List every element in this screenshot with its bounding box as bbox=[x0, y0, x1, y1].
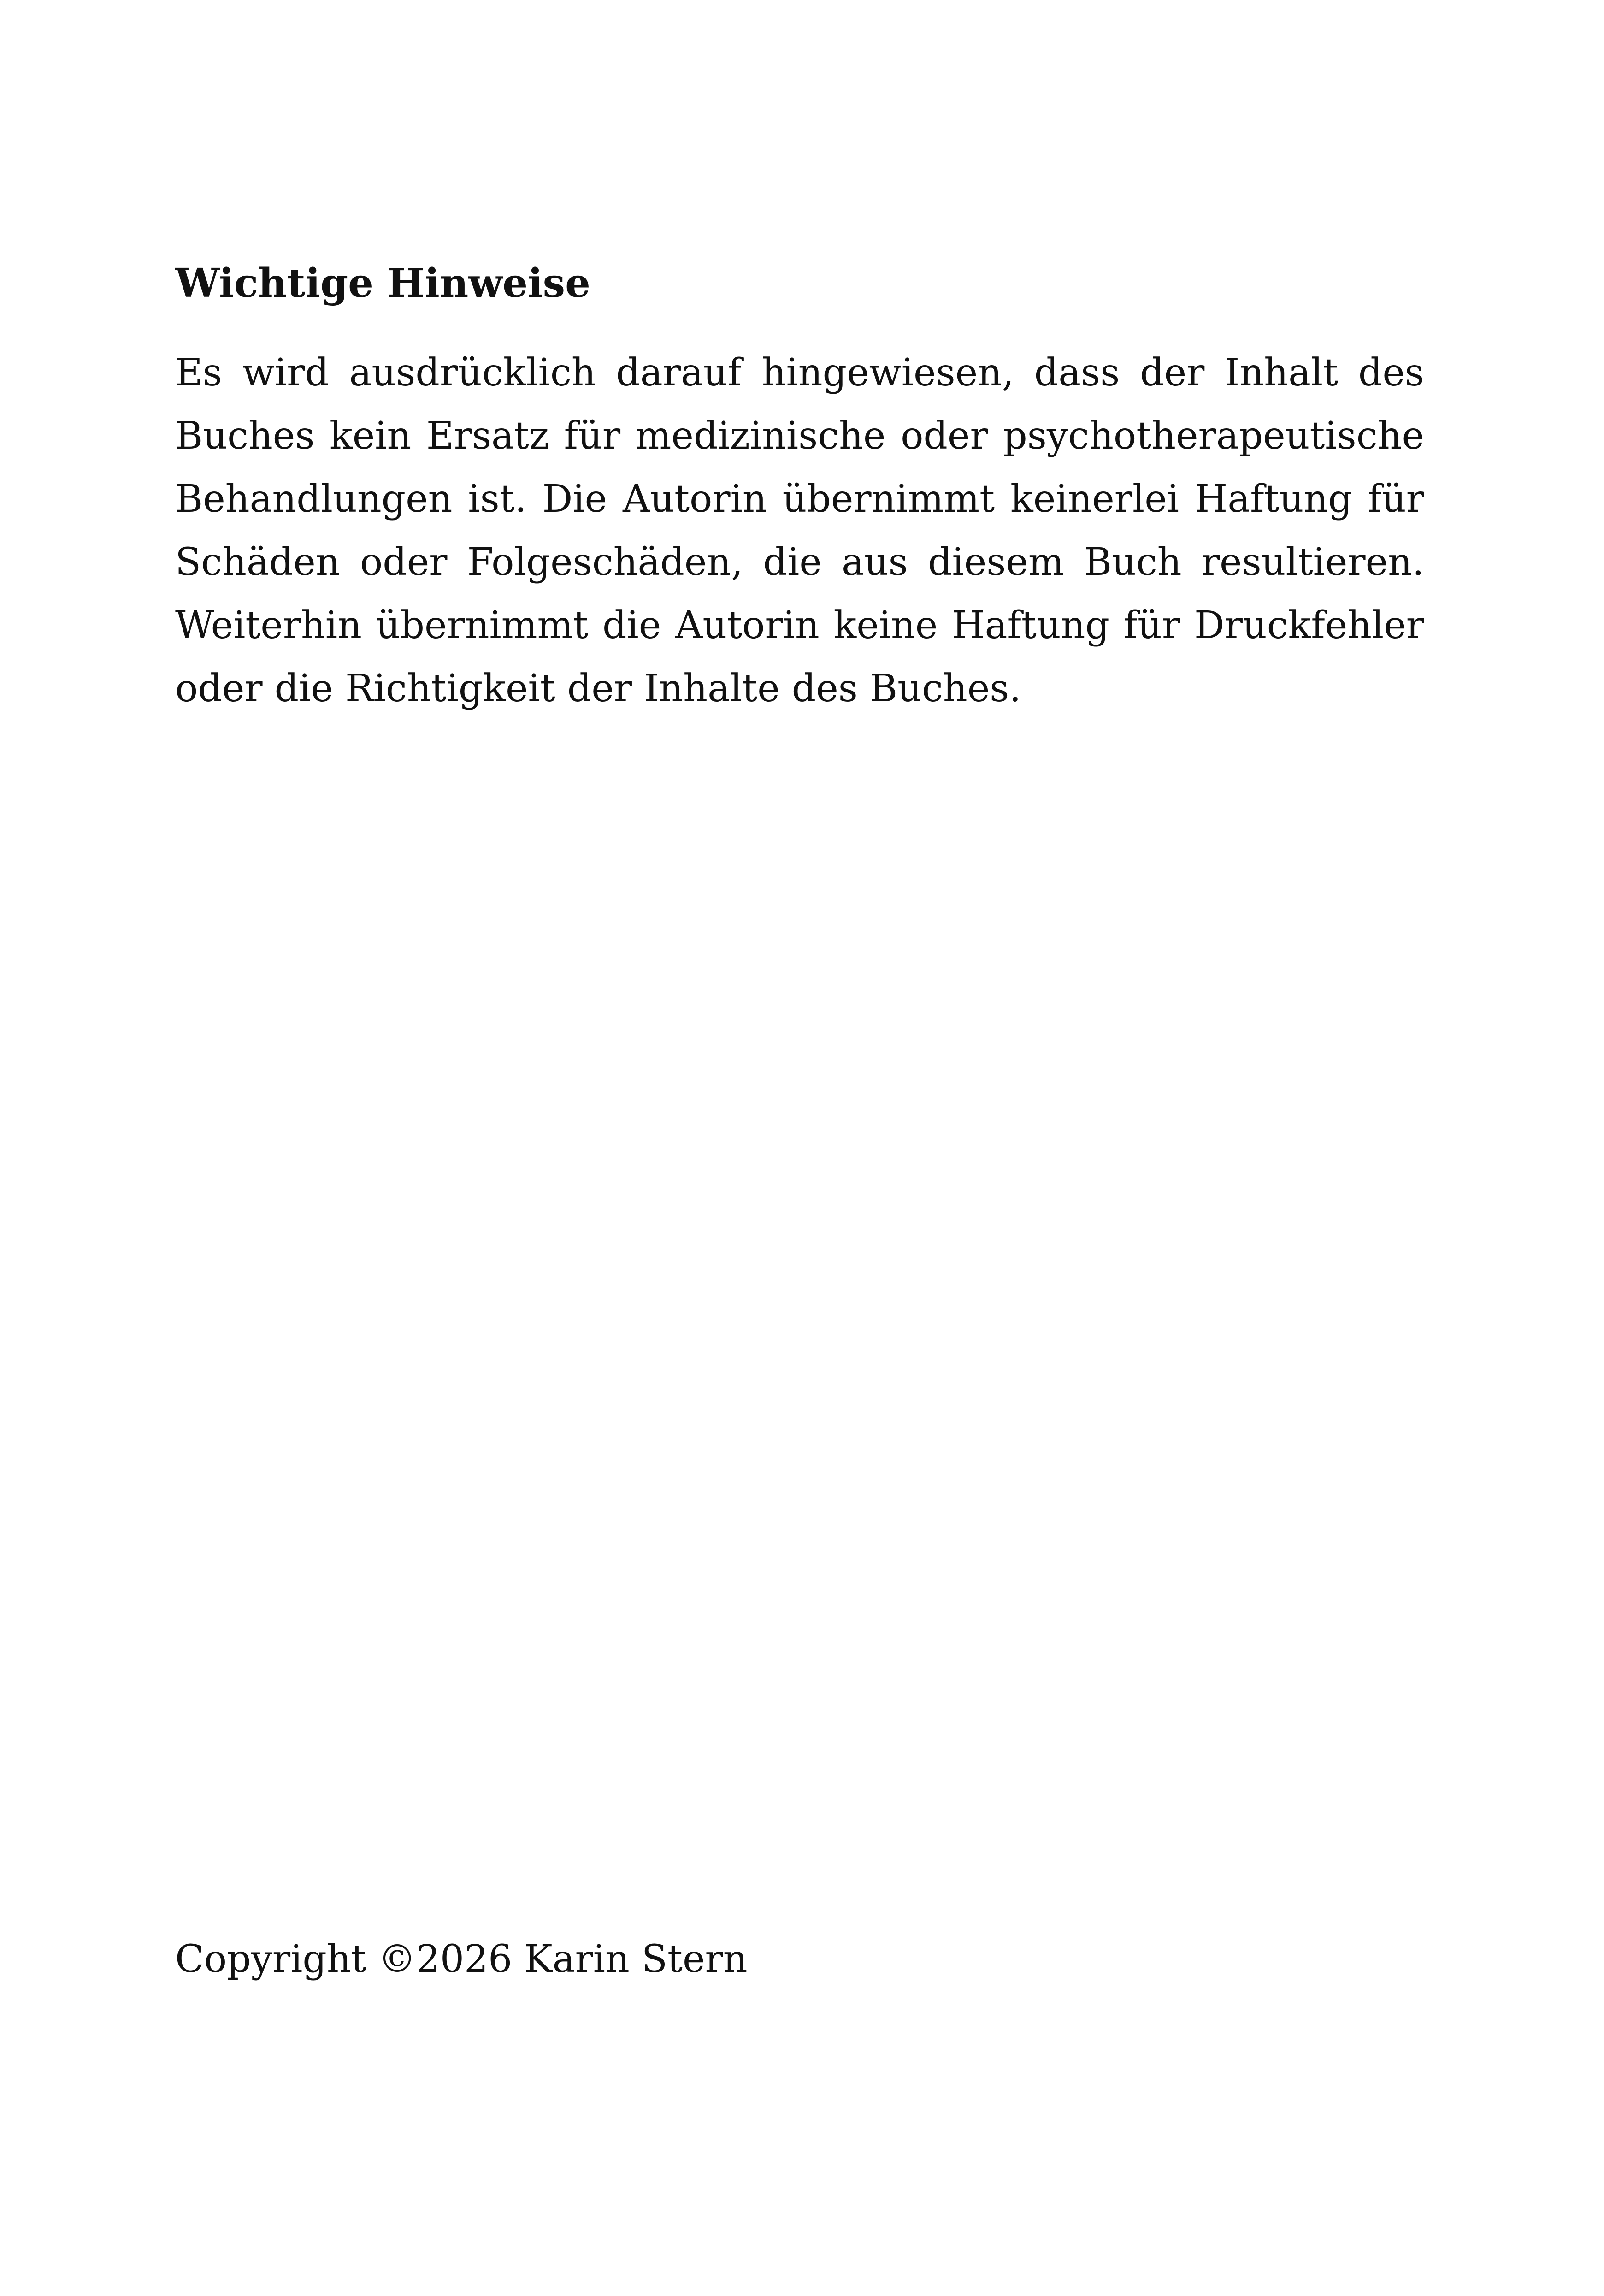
important-notice-section bbox=[175, 249, 1424, 720]
copyright-notice: Copyright ©2026 Karin Stern bbox=[175, 1937, 748, 1981]
notice-paragraph: Es wird ausdrücklich darauf hingewiesen, dass der Inhalt des Buches kein Ersatz für medizinische oder psychotherapeutische Behandlungen ist. Die Autorin übernimmt keinerlei Haftung für Schäden oder Folgeschäden, die aus diesem Buch resultieren. Weiterhin übernimmt die Autorin keine Haftung für Druckfehler oder die Richtigkeit der Inhalte des Buches. bbox=[175, 351, 1424, 710]
notice-heading: Wichtige Hinweise bbox=[175, 260, 590, 307]
